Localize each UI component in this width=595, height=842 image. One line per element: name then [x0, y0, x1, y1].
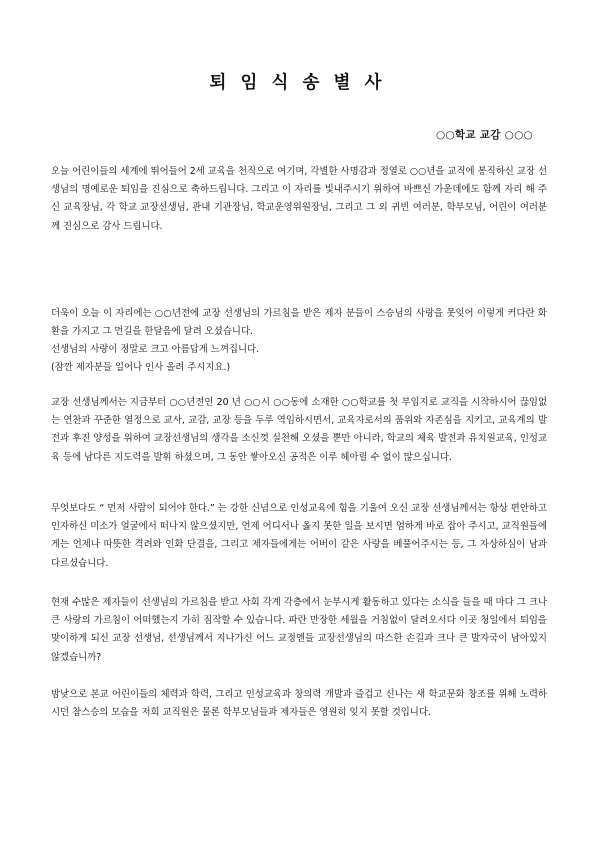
paragraph-7	[51, 594, 547, 667]
paragraph-text: (잠깐 제자분들 일어나 인사 올려 주시지요.)	[51, 362, 231, 373]
paragraph-text: 선생님의 사랑이 정말로 크고 아름답게 느껴집니다.	[51, 344, 260, 355]
paragraph-3	[51, 341, 547, 359]
paragraph-6	[51, 500, 547, 573]
paragraph-text: 교장 선생님께서는 지금부터 ○○년전인 20 년 ○○시 ○○동에 소재한 ○○학교를 첫 부임지로 교직을 시작하시어 끊임없는 연찬과 꾸준한 열정으로 교사, 교감, 교장 등을 두루 역임하시면서, 교육자로서의 품위와 자존심을 지키고, 교육계의 발전과 후진 양성을 위하여 교장선생님의 생각을 소신껏 실천해 오셨을 뿐만 아니라, 학교의 체육 발전과 유치원교육, 인성교육 등에 남다른 지도력을 발휘 하셨으며, 그 동안 쌓아오신 공적은 이루 헤아릴 수 없이 많으십니다.	[51, 397, 547, 463]
paragraph-8	[51, 686, 547, 722]
paragraph-text: 더욱이 오늘 이 자리에는 ○○년전에 교장 선생님의 가르침을 받은 제자 분들이 스승님의 사랑을 못잊어 이렇게 커다란 화환을 가지고 그 먼길을 한달음에 달려 오셨습니다.	[51, 308, 547, 338]
paragraph-5	[51, 394, 547, 467]
paragraph-2	[51, 305, 547, 341]
document-title: 퇴 임 식 송 별 사	[209, 73, 386, 93]
paragraph-text: 밤낮으로 본교 어린이들의 체력과 학력, 그리고 인성교육과 창의력 개발과 즐겁고 신나는 새 학교문화 창조를 위해 노력하시던 참스승의 모습을 저희 교직원은 물론 학부모님들과 제자들은 영원히 잊지 못할 것입니다.	[51, 689, 547, 719]
paragraph-text: 오늘 어린이들의 세계에 뛰어들어 2세 교육을 천직으로 여기며, 각별한 사명감과 정열로 ○○년을 교직에 봉직하신 교장 선생님의 명예로운 퇴임을 진심으로 축하드립니다. 그리고 이 자리를 빛내주시기 위하여 바쁘신 가운데에도 함께 자리 해 주신 교육장님, 각 학교 교장선생님, 관내 기관장님, 학교운영위원장님, 그리고 그 외 귀빈 여러분, 학부모님, 어린이 여러분께 진심으로 감사 드립니다.	[51, 166, 547, 232]
paragraph-1	[51, 163, 547, 236]
author-signature: ○○학교 교감 ○○○	[436, 129, 533, 141]
paragraph-text: 현재 수많은 제자들이 선생님의 가르침을 받고 사회 각계 각층에서 눈부시게 활동하고 있다는 소식을 들을 때 마다 그 크나 큰 사랑의 가르침이 어떠했는지 가히 짐작할 수 있습니다. 파란 만장한 세월을 거침없이 달려오시다 이곳 청일에서 퇴임을 맞이하게 되신 교장 선생님, 선생님께서 지나가신 어느 교정엔들 교장선생님의 따스한 손길과 크나 큰 발자국이 남아있지 않겠습니까?	[51, 597, 547, 663]
paragraph-4	[51, 359, 547, 377]
paragraph-text: 무엇보다도 “ 먼저 사람이 되어야 한다.” 는 강한 신념으로 인성교육에 힘을 기울여 오신 교장 선생님께서는 항상 편안하고 인자하신 미소가 얼굴에서 떠나지 않으셨지만, 언제 어디서나 옳지 못한 일을 보시면 엄하게 바로 잡아 주시고, 교직원들에게는 언제나 따뜻한 격려와 인화 단결을, 그리고 제자들에게는 어버이 같은 사랑을 베풀어주시는 등, 그 자상하심이 남과 다르셨습니다.	[51, 503, 547, 569]
